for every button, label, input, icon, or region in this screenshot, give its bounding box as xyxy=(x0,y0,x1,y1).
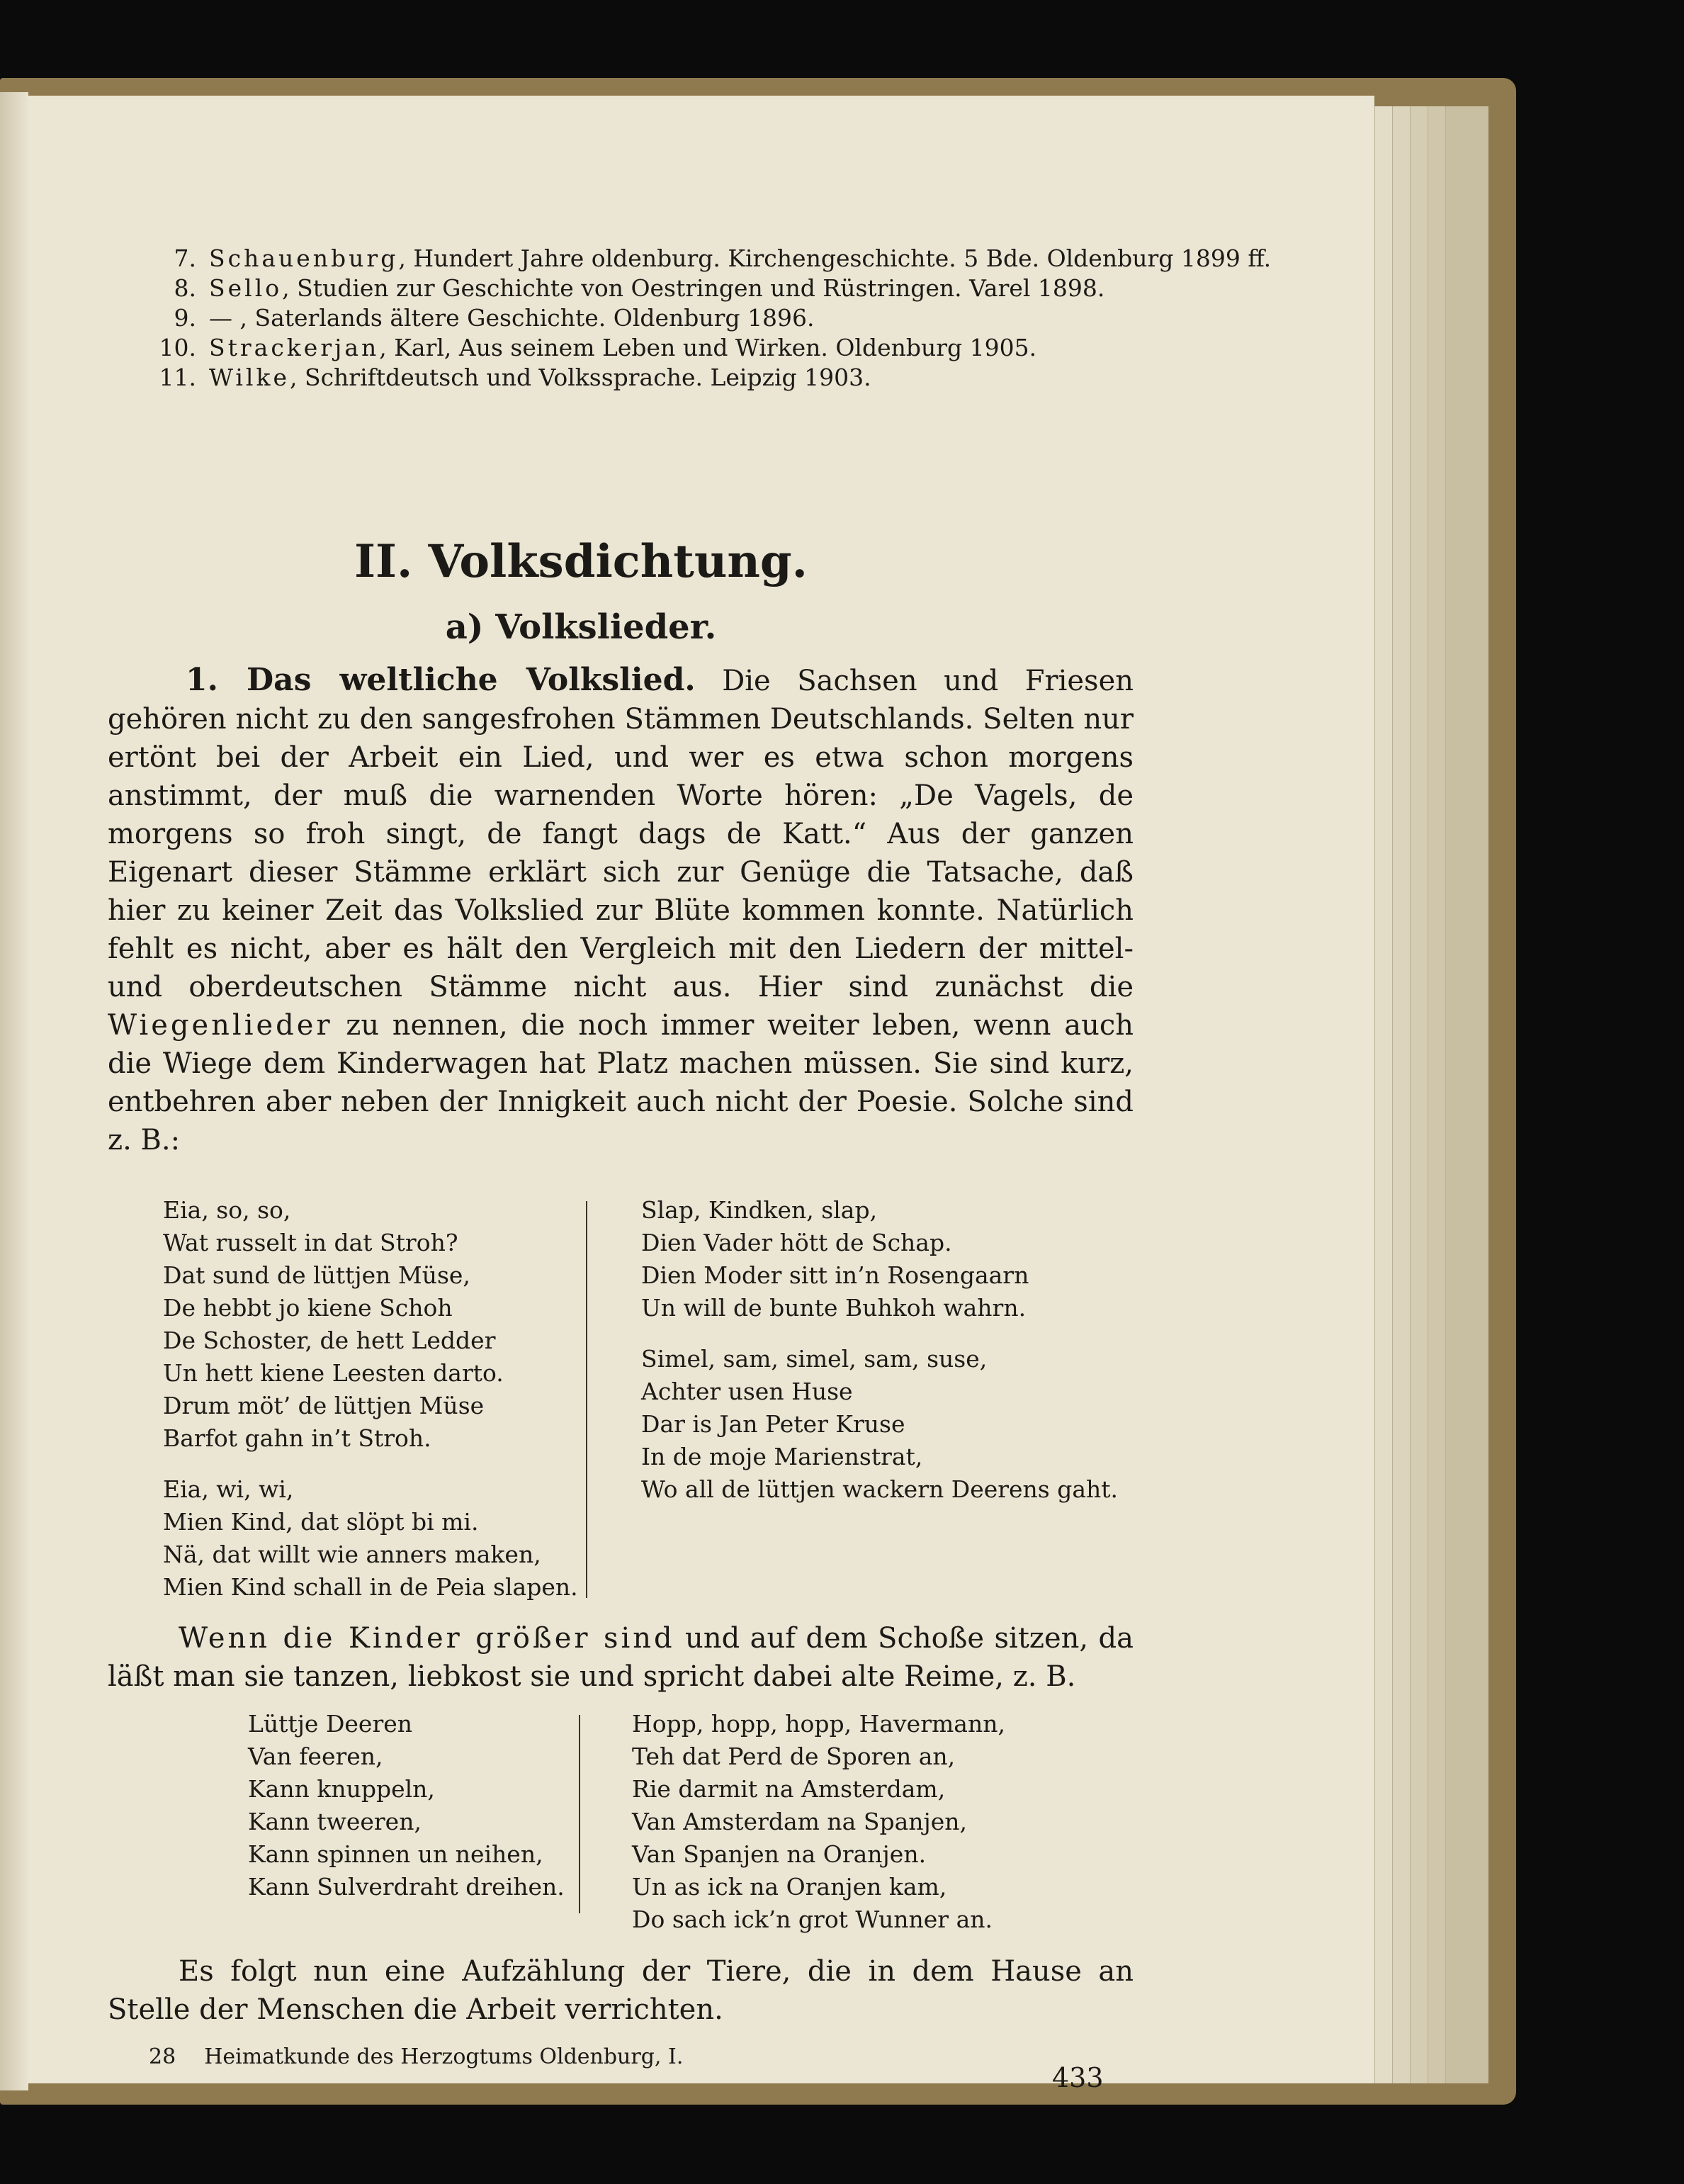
verse-line: Kann spinnen un neihen, xyxy=(248,1840,543,1868)
verse-line: Van Spanjen na Oranjen. xyxy=(632,1840,927,1868)
verse-line: Lüttje Deeren xyxy=(248,1710,413,1738)
verse-line: Eia, wi, wi, xyxy=(163,1475,294,1503)
verse-line: Un hett kiene Leesten darto. xyxy=(163,1359,504,1387)
paragraph-animals: Es folgt nun eine Aufzählung der Tiere, die in dem Hause an Stelle der Menschen die Arbeit verrichten. xyxy=(108,1955,1134,2026)
verse-line: Dar is Jan Peter Kruse xyxy=(641,1410,905,1438)
verse-line: Hopp, hopp, hopp, Havermann, xyxy=(632,1710,1005,1738)
reference-item: 7. Schauenburg, Hundert Jahre oldenburg. Kirchengeschichte. 5 Bde. Oldenburg 1899 ff. xyxy=(174,244,1272,272)
lullaby-left xyxy=(163,1194,578,1622)
subsection-title: a) Volkslieder. xyxy=(445,607,717,647)
reference-item: 11. Wilke, Schriftdeutsch und Volkssprache. Leipzig 1903. xyxy=(159,364,871,391)
reference-item: 9. — , Saterlands ältere Geschichte. Oldenburg 1896. xyxy=(174,304,815,332)
verse-line: Wat russelt in dat Stroh? xyxy=(163,1229,458,1256)
verse-line: Simel, sam, simel, sam, suse, xyxy=(641,1345,988,1373)
column-divider xyxy=(586,1201,587,1598)
verse-line: Drum möt’ de lüttjen Müse xyxy=(163,1392,485,1419)
book-page xyxy=(28,96,1374,2093)
rhyme-right xyxy=(632,1708,1005,1936)
book-spine xyxy=(0,92,28,2090)
verse-line: Un will de bunte Buhkoh wahrn. xyxy=(641,1294,1027,1322)
paragraph-children: Wenn die Kinder größer sind und auf dem Schoße sitzen, da läßt man sie tanzen, liebkost sie und spricht dabei alte Reime, z. B. xyxy=(108,1622,1134,1693)
verse-line: Teh dat Perd de Sporen an, xyxy=(632,1743,956,1770)
verse-line: Dat sund de lüttjen Müse, xyxy=(163,1261,470,1289)
verse-line: Mien Kind, dat slöpt bi mi. xyxy=(163,1508,479,1536)
column-divider xyxy=(579,1715,580,1913)
verse-line: Mien Kind schall in de Peia slapen. xyxy=(163,1573,578,1601)
verse-line: Wo all de lüttjen wackern Deerens gaht. xyxy=(641,1475,1119,1503)
verse-line: Un as ick na Oranjen kam, xyxy=(632,1873,947,1901)
verse-line: Kann knuppeln, xyxy=(248,1775,435,1803)
paragraph-folk-song: 1. Das weltliche Volkslied. Die Sachsen und Friesen gehören nicht zu den sangesfrohen Stämmen Deutschlands. Selten nur ertönt bei der Arbeit ein Lied, und wer es etwa schon morgens anstimmt, der muß die warnenden Worte hören: „De Vagels, de morgens so froh singt, de fangt dags de Katt.“ Aus der ganzen Eigenart dieser Stämme erklärt sich zur Genüge die Tatsache, daß hier zu keiner Zeit das Volkslied zur Blüte kommen konnte. Natürlich fehlt es nicht, aber es hält den Vergleich mit den Liedern der mittel- und oberdeutschen Stämme nicht aus. Hier sind zunächst die Wiegenlieder zu nennen, die noch immer weiter leben, wenn auch die Wiege dem Kinderwagen hat Platz machen müssen. Sie sind kurz, entbehren aber neben der Innigkeit auch nicht der Poesie. Solche sind z. B.: xyxy=(108,662,1134,1156)
reference-item: 8. Sello, Studien zur Geschichte von Oestringen und Rüstringen. Varel 1898. xyxy=(174,274,1105,302)
verse-line: Kann tweeren, xyxy=(248,1808,422,1835)
verse-line: Barfot gahn in’t Stroh. xyxy=(163,1424,431,1452)
verse-line: Eia, so, so, xyxy=(163,1196,291,1224)
page-stack xyxy=(1445,106,1488,2083)
verse-line: Dien Vader hött de Schap. xyxy=(641,1229,952,1256)
paragraph-lead: 1. Das weltliche Volkslied. xyxy=(186,662,696,698)
page-number: 433 xyxy=(1052,2062,1104,2093)
verse-line: In de moje Marienstrat, xyxy=(641,1443,923,1470)
verse-line: Dien Moder sitt in’n Rosengaarn xyxy=(641,1261,1029,1289)
rhyme-left xyxy=(248,1708,565,1903)
reference-item: 10. Strackerjan, Karl, Aus seinem Leben und Wirken. Oldenburg 1905. xyxy=(159,334,1037,361)
verse-line: Van Amsterdam na Spanjen, xyxy=(632,1808,968,1835)
lullaby-right xyxy=(641,1194,1118,1524)
footer-signature: 28 Heimatkunde des Herzogtums Oldenburg, I. xyxy=(149,2044,684,2069)
verse-line: Kann Sulverdraht dreihen. xyxy=(248,1873,565,1901)
verse-line: De Schoster, de hett Ledder xyxy=(163,1327,496,1354)
verse-line: Nä, dat willt wie anners maken, xyxy=(163,1541,541,1568)
verse-line: Van feeren, xyxy=(248,1743,383,1770)
verse-line: Do sach ick’n grot Wunner an. xyxy=(632,1906,993,1933)
section-title: II. Volksdichtung. xyxy=(354,535,808,588)
verse-line: Achter usen Huse xyxy=(641,1378,853,1405)
verse-line: Rie darmit na Amsterdam, xyxy=(632,1775,946,1803)
verse-line: Slap, Kindken, slap, xyxy=(641,1196,878,1224)
verse-line: De hebbt jo kiene Schoh xyxy=(163,1294,453,1322)
